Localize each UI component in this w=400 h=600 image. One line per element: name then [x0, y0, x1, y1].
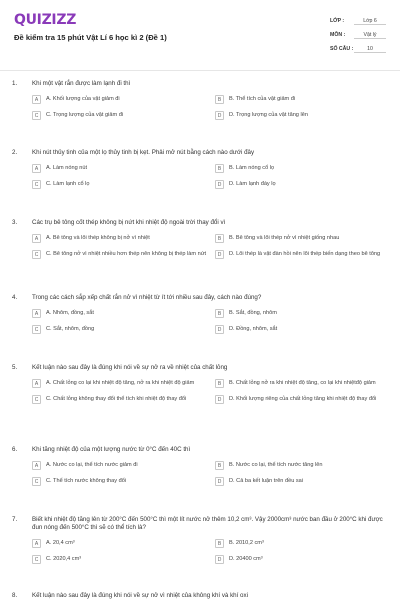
answer-option-a[interactable]	[32, 233, 215, 249]
answer-option-d[interactable]	[215, 554, 398, 570]
option-text: C. 2020,4 cm³	[46, 555, 82, 562]
answer-options	[32, 538, 390, 570]
meta-row-class	[330, 14, 390, 28]
answer-options	[32, 233, 390, 265]
option-letter-box: C	[32, 477, 41, 486]
option-text: D. Lõi thép là vật đàn hồi nên lõi thép biến dạng theo bê tông	[229, 250, 381, 257]
option-text: A. 20,4 cm³	[46, 539, 75, 546]
option-text: C. Sắt, nhôm, đồng	[46, 325, 95, 332]
option-letter-box: D	[215, 555, 224, 564]
answer-option-a[interactable]	[32, 308, 215, 324]
answer-options	[32, 163, 390, 195]
question-text: Khi nút thủy tinh của một lọ thủy tinh bị kẹt. Phải mở nút bằng cách nào dưới đây	[32, 149, 255, 156]
answer-option-c[interactable]	[32, 324, 215, 340]
option-text: D. 20400 cm³	[229, 555, 263, 562]
option-text: D. Đồng, nhôm, sắt	[229, 325, 278, 332]
answer-option-b[interactable]	[215, 94, 398, 110]
answer-option-c[interactable]	[32, 554, 215, 570]
meta-key: LỚP :	[330, 18, 345, 24]
document-title: Đề kiểm tra 15 phút Vật Lí 6 học kì 2 (Đề 1)	[14, 33, 167, 42]
question-text: Khi tăng nhiệt độ của một lượng nước từ 0°C đến 40C thì	[32, 446, 191, 453]
option-letter-box: B	[215, 95, 224, 104]
option-letter-box: D	[215, 250, 224, 259]
option-text: A. Làm nóng nút	[46, 164, 88, 171]
option-letter-box: A	[32, 164, 41, 173]
answer-option-d[interactable]	[215, 476, 398, 492]
option-letter-box: B	[215, 379, 224, 388]
option-letter-box: C	[32, 325, 41, 334]
option-text: B. Làm nóng cổ lọ	[229, 164, 275, 171]
option-letter-box: B	[215, 461, 224, 470]
option-text: B. Sắt, đồng, nhôm	[229, 309, 277, 316]
question-7	[0, 516, 400, 570]
question-text: Các trụ bê tông cốt thép không bị nứt khi nhiệt độ ngoài trời thay đổi vì	[32, 219, 226, 226]
question-1	[0, 80, 400, 126]
option-text: D. Làm lạnh đáy lọ	[229, 180, 276, 187]
option-text: B. 2010,2 cm³	[229, 539, 264, 546]
answer-option-a[interactable]	[32, 378, 215, 394]
answer-option-d[interactable]	[215, 110, 398, 126]
question-number: 5.	[12, 364, 18, 371]
question-number: 6.	[12, 446, 18, 453]
question-number: 7.	[12, 516, 18, 523]
question-text: Kết luận nào sau đây là đúng khi nói về sự nở vì nhiệt của không khí và khí oxi	[32, 592, 248, 599]
meta-row-count	[330, 42, 390, 56]
option-text: D. Trọng lượng của vật tăng lên	[229, 111, 308, 118]
answer-option-b[interactable]	[215, 378, 398, 394]
question-text: Biết khi nhiệt độ tăng lên từ 200°C đến 500°C thì một lít nước nở thêm 10,2 cm³. Vậy 2000cm³ nước ban đầu ở 200°C khi được đun nóng đến 500°C thì sẽ có thể tích là?	[32, 516, 383, 531]
meta-value: 10	[354, 46, 386, 53]
question-number: 2.	[12, 149, 18, 156]
option-text: C. Chất lỏng không thay đổi thể tích khi nhiệt độ thay đổi	[46, 395, 187, 402]
option-letter-box: A	[32, 379, 41, 388]
question-2	[0, 149, 400, 195]
option-text: D. Khối lượng riêng của chất lỏng tăng khi nhiệt độ thay đổi	[229, 395, 377, 402]
question-5	[0, 364, 400, 410]
question-number: 8.	[12, 592, 18, 599]
answer-options	[32, 308, 390, 340]
question-8	[0, 592, 400, 600]
option-text: D. Cả ba kết luận trên đều sai	[229, 477, 304, 484]
answer-option-c[interactable]	[32, 179, 215, 195]
option-letter-box: D	[215, 111, 224, 120]
option-letter-box: A	[32, 234, 41, 243]
option-letter-box: C	[32, 180, 41, 189]
option-letter-box: B	[215, 539, 224, 548]
answer-option-b[interactable]	[215, 538, 398, 554]
option-letter-box: C	[32, 250, 41, 259]
answer-options	[32, 460, 390, 492]
answer-option-c[interactable]	[32, 110, 215, 126]
option-text: B. Nước co lại, thể tích nước tăng lên	[229, 461, 323, 468]
meta-key: SỐ CÂU :	[330, 46, 354, 52]
option-letter-box: A	[32, 95, 41, 104]
question-4	[0, 294, 400, 340]
option-letter-box: A	[32, 539, 41, 548]
option-text: B. Bê tông và lõi thép nở vì nhiệt giống nhau	[229, 234, 340, 241]
option-letter-box: C	[32, 111, 41, 120]
option-letter-box: A	[32, 309, 41, 318]
answer-option-b[interactable]	[215, 308, 398, 324]
answer-option-d[interactable]	[215, 324, 398, 340]
answer-option-b[interactable]	[215, 163, 398, 179]
question-number: 4.	[12, 294, 18, 301]
page-header	[0, 0, 400, 70]
answer-option-d[interactable]	[215, 179, 398, 195]
question-3	[0, 219, 400, 265]
option-letter-box: B	[215, 164, 224, 173]
answer-option-c[interactable]	[32, 394, 215, 410]
header-divider	[0, 70, 400, 71]
option-letter-box: B	[215, 309, 224, 318]
answer-option-b[interactable]	[215, 460, 398, 476]
option-text: A. Chất lỏng co lại khi nhiệt độ tăng, nở ra khi nhiệt độ giảm	[46, 379, 195, 386]
answer-option-a[interactable]	[32, 538, 215, 554]
answer-option-a[interactable]	[32, 460, 215, 476]
option-letter-box: C	[32, 395, 41, 404]
option-letter-box: A	[32, 461, 41, 470]
option-text: A. Nhôm, đồng, sắt	[46, 309, 94, 316]
option-text: C. Thể tích nước không thay đổi	[46, 477, 127, 484]
meta-value: Vật lý	[354, 32, 386, 39]
meta-row-subject	[330, 28, 390, 42]
option-letter-box: B	[215, 234, 224, 243]
option-letter-box: D	[215, 180, 224, 189]
option-text: B. Chất lỏng nở ra khi nhiệt độ tăng, co lại khi nhiệtđộ giảm	[229, 379, 376, 386]
option-letter-box: D	[215, 395, 224, 404]
answer-option-d[interactable]	[215, 394, 398, 410]
question-number: 1.	[12, 80, 18, 87]
meta-key: MÔN :	[330, 32, 346, 38]
question-text: Kết luận nào sau đây là đúng khi nói về sự nở ra về nhiệt của chất lỏng	[32, 364, 228, 371]
option-text: A. Nước co lại, thể tích nước giảm đi	[46, 461, 138, 468]
option-text: C. Bê tông nở vì nhiệt nhiều hơn thép nên không bị thép làm nứt	[46, 250, 207, 257]
option-text: B. Thể tích của vật giảm đi	[229, 95, 296, 102]
option-text: C. Trọng lượng của vật giảm đi	[46, 111, 124, 118]
meta-value: Lớp 6	[354, 18, 386, 25]
question-6	[0, 446, 400, 492]
option-letter-box: D	[215, 325, 224, 334]
question-number: 3.	[12, 219, 18, 226]
answer-option-d[interactable]	[215, 249, 398, 265]
question-text: Trong các cách sắp xếp chất rắn nở vì nhiệt từ ít tới nhiều sau đây, cách nào đúng?	[32, 294, 262, 301]
answer-option-b[interactable]	[215, 233, 398, 249]
quizizz-logo: QUIZIZZ	[14, 12, 77, 28]
question-text: Khi một vật rắn được làm lạnh đi thì	[32, 80, 131, 87]
option-letter-box: D	[215, 477, 224, 486]
meta-info	[330, 14, 390, 56]
answer-options	[32, 94, 390, 126]
answer-options	[32, 378, 390, 410]
answer-option-a[interactable]	[32, 94, 215, 110]
answer-option-a[interactable]	[32, 163, 215, 179]
answer-option-c[interactable]	[32, 476, 215, 492]
option-text: C. Làm lạnh cổ lọ	[46, 180, 90, 187]
option-text: A. Khối lượng của vật giảm đi	[46, 95, 120, 102]
answer-option-c[interactable]	[32, 249, 215, 265]
option-text: A. Bê tông và lõi thép không bị nở vì nhiệt	[46, 234, 150, 241]
option-letter-box: C	[32, 555, 41, 564]
